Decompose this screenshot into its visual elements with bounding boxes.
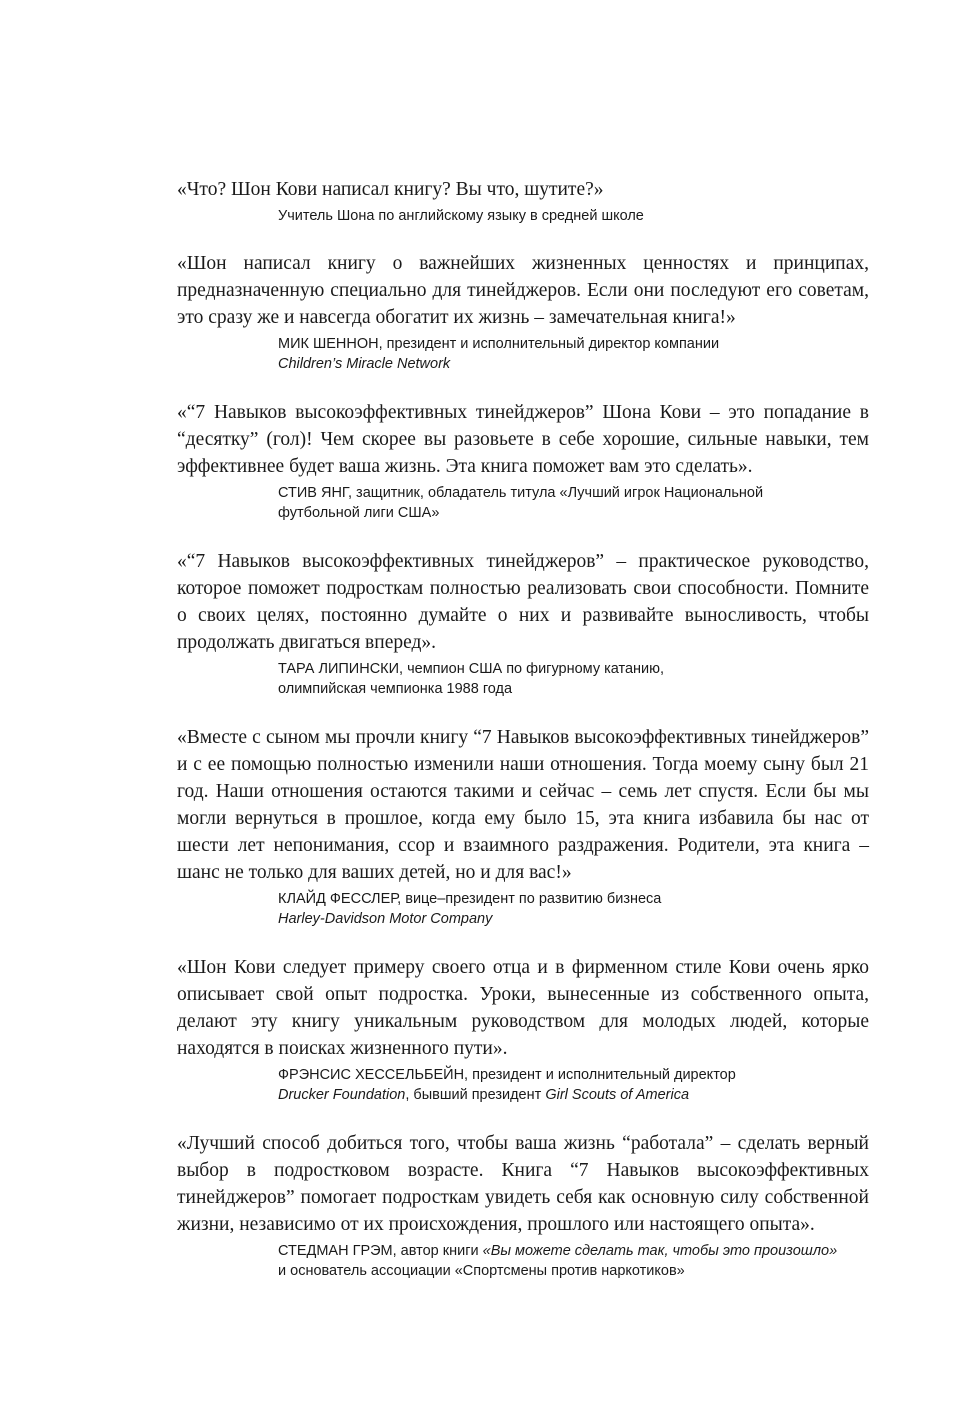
attribution-line: СТИВ ЯНГ, защитник, обладатель титула «Лучший игрок Национальной (278, 485, 764, 501)
quote-attribution (278, 889, 869, 929)
quote-text: «“7 Навыков высокоэффективных тинейджеров” Шона Кови – это попадание в “десятку” (гол)! Чем скорее вы разовьете в себе хорошие, сильные навыки, тем эффективнее будет ваша жизнь. Эта книга поможет вам это сделать». (177, 402, 869, 477)
attribution-line: МИК ШЕННОН, президент и исполнительный директор компании (278, 336, 720, 352)
attribution-organization: Drucker Foundation (278, 1087, 406, 1103)
testimonial-young (177, 399, 869, 523)
testimonials-list (177, 176, 869, 1281)
quote-text: «Лучший способ добиться того, чтобы ваша жизнь “работала” – сделать верный выбор в подростковом возрасте. Книга “7 Навыков высокоэффективных тинейджеров” помогает подросткам увидеть себя как основную силу собственной жизни, независимо от их происхождения, прошлого или настоящего опыта». (177, 1133, 869, 1235)
attribution-line: КЛАЙД ФЕССЛЕР, вице–президент по развитию бизнеса (278, 891, 662, 907)
quote-text: «“7 Навыков высокоэффективных тинейджеров” – практическое руководство, которое поможет подросткам полностью реализовать свои способности. Помните о своих целях, постоянно думайте о них и развивайте выносливость, чтобы продолжать двигаться вперед». (177, 551, 869, 653)
attribution-book-title: «Вы можете сделать так, чтобы это произошло» (482, 1243, 838, 1259)
attribution-line: ФРЭНСИС ХЕССЕЛЬБЕЙН, президент и исполнительный директор (278, 1067, 736, 1083)
quote-attribution (278, 334, 869, 374)
quote-text: «Что? Шон Кови написал книгу? Вы что, шутите?» (177, 179, 604, 200)
attribution-organization: Children’s Miracle Network (278, 356, 451, 372)
quote-attribution (278, 1065, 869, 1105)
attribution-line: олимпийская чемпионка 1988 года (278, 681, 513, 697)
quote-text: «Шон написал книгу о важнейших жизненных ценностях и принципах, предназначенную специально для тинейджеров. Если они последуют его советам, это сразу же и навсегда обогатит их жизнь – замечательная книга!» (177, 253, 869, 328)
attribution-text: , бывший президент (405, 1087, 546, 1103)
quote-attribution (278, 659, 869, 699)
testimonial-shannon (177, 250, 869, 374)
quote-attribution (278, 206, 869, 226)
attribution-line (278, 1241, 869, 1261)
testimonial-graham (177, 1130, 869, 1281)
testimonial-lipinski (177, 548, 869, 699)
testimonial-hesselbein (177, 954, 869, 1105)
testimonial-fessler (177, 724, 869, 929)
attribution-text: СТЕДМАН ГРЭМ, автор книги (278, 1243, 483, 1259)
attribution-line: ТАРА ЛИПИНСКИ, чемпион США по фигурному катанию, (278, 661, 665, 677)
attribution-organization: Harley-Davidson Motor Company (278, 911, 493, 927)
quote-attribution (278, 1241, 869, 1281)
attribution-line: Учитель Шона по английскому языку в средней школе (278, 208, 644, 224)
attribution-organization: Girl Scouts of America (545, 1087, 690, 1103)
quote-text: «Шон Кови следует примеру своего отца и в фирменном стиле Кови очень ярко описывает свой опыт подростка. Уроки, вынесенные из собственного опыта, делают эту книгу уникальным руководством для молодых людей, которые находятся в поисках жизненного пути». (177, 957, 869, 1059)
quote-text: «Вместе с сыном мы прочли книгу “7 Навыков высокоэффективных тинейджеров” и с ее помощью полностью изменили наши отношения. Тогда моему сыну был 21 год. Наши отношения остаются такими и сейчас – семь лет спустя. Если бы мы могли вернуться в прошлое, когда ему было 15, эта книга избавила бы нас от шести лет непонимания, ссор и взаимного раздражения. Родители, эта книга – шанс не только для ваших детей, но и для вас!» (177, 727, 869, 883)
quote-attribution (278, 483, 869, 523)
attribution-line: футбольной лиги США» (278, 505, 440, 521)
testimonial-teacher (177, 176, 869, 226)
attribution-line (278, 1085, 869, 1105)
attribution-line: и основатель ассоциации «Спортсмены против наркотиков» (278, 1263, 685, 1279)
